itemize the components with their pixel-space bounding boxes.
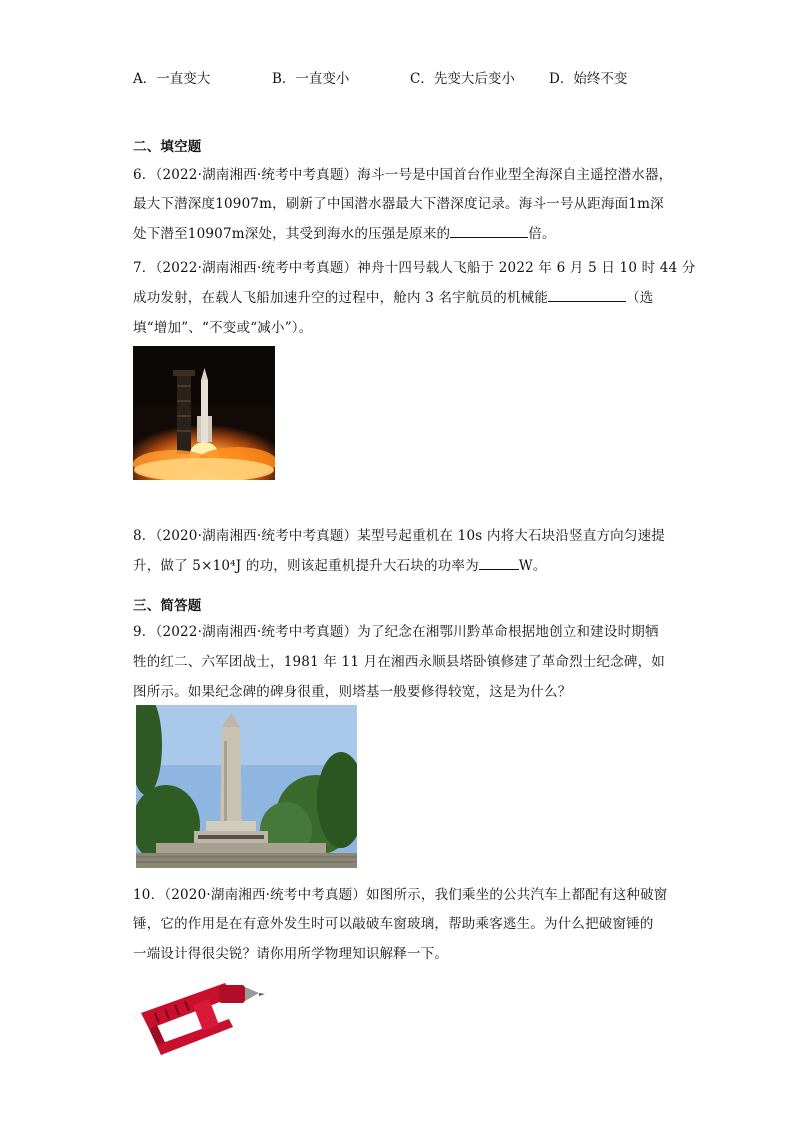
safety-hammer-image [133,975,268,1060]
q6-text: 处下潜至10907m深处，其受到海水的压强是原来的 [133,226,451,242]
q8-line1: 8．（2020·湖南湘西·统考中考真题）某型号起重机在 10s 内将大石块沿竖直方向匀速提 [133,528,665,544]
rocket-launch-image [133,346,275,480]
q8-line2 [133,554,547,574]
monument-image [136,705,357,868]
q7-text: 成功发射，在载人飞船加速升空的过程中，舱内 3 名宇航员的机械能 [133,290,549,306]
q7-answer-blank[interactable] [548,288,626,302]
q7-line3: 填“增加”、“不变或“减小”）。 [133,320,313,336]
option-d: D．始终不变 [549,71,628,87]
option-c: C．先变大后变小 [410,71,515,87]
option-b: B．一直变小 [272,71,350,87]
q8-answer-blank[interactable] [479,556,519,570]
q6-line3 [133,222,556,242]
q10-line3: 一端设计得很尖锐？请你用所学物理知识解释一下。 [133,946,449,962]
q9-line3: 图所示。如果纪念碑的碑身很重，则塔基一般要修得较宽，这是为什么？ [133,684,572,700]
section-title-short-answer: 三、简答题 [133,598,202,614]
option-a: A．一直变大 [133,71,211,87]
q6-answer-blank[interactable] [450,224,528,238]
q8-suffix: W。 [518,558,547,574]
q6-line1: 6．（2022·湖南湘西·统考中考真题）海斗一号是中国首台作业型全海深自主遥控潜水器， [133,167,673,183]
q8-text: 升，做了 5×10⁴J 的功，则该起重机提升大石块的功率为 [133,558,479,574]
q9-line2: 牲的红二、六军团战士，1981 年 11 月在湘西永顺县塔卧镇修建了革命烈士纪念碑，如 [133,654,666,670]
q10-line1: 10．（2020·湖南湘西·统考中考真题）如图所示，我们乘坐的公共汽车上都配有这种破窗 [133,887,668,903]
q10-line2: 锤，它的作用是在有意外发生时可以敲破车窗玻璃，帮助乘客逃生。为什么把破窗锤的 [133,916,654,932]
q6-suffix: 倍。 [528,226,556,242]
q7-suffix: （选 [626,290,654,306]
q7-line1: 7．（2022·湖南湘西·统考中考真题）神舟十四号载人飞船于 2022 年 6 月 5 日 10 时 44 分 [133,260,696,276]
q6-line2: 最大下潜深度10907m，刷新了中国潜水器最大下潜深度记录。海斗一号从距海面1m深 [133,196,664,212]
section-title-fill-in: 二、填空题 [133,139,202,155]
q7-line2 [133,286,653,306]
q9-line1: 9．（2022·湖南湘西·统考中考真题）为了纪念在湘鄂川黔革命根据地创立和建设时期牺 [133,624,659,640]
